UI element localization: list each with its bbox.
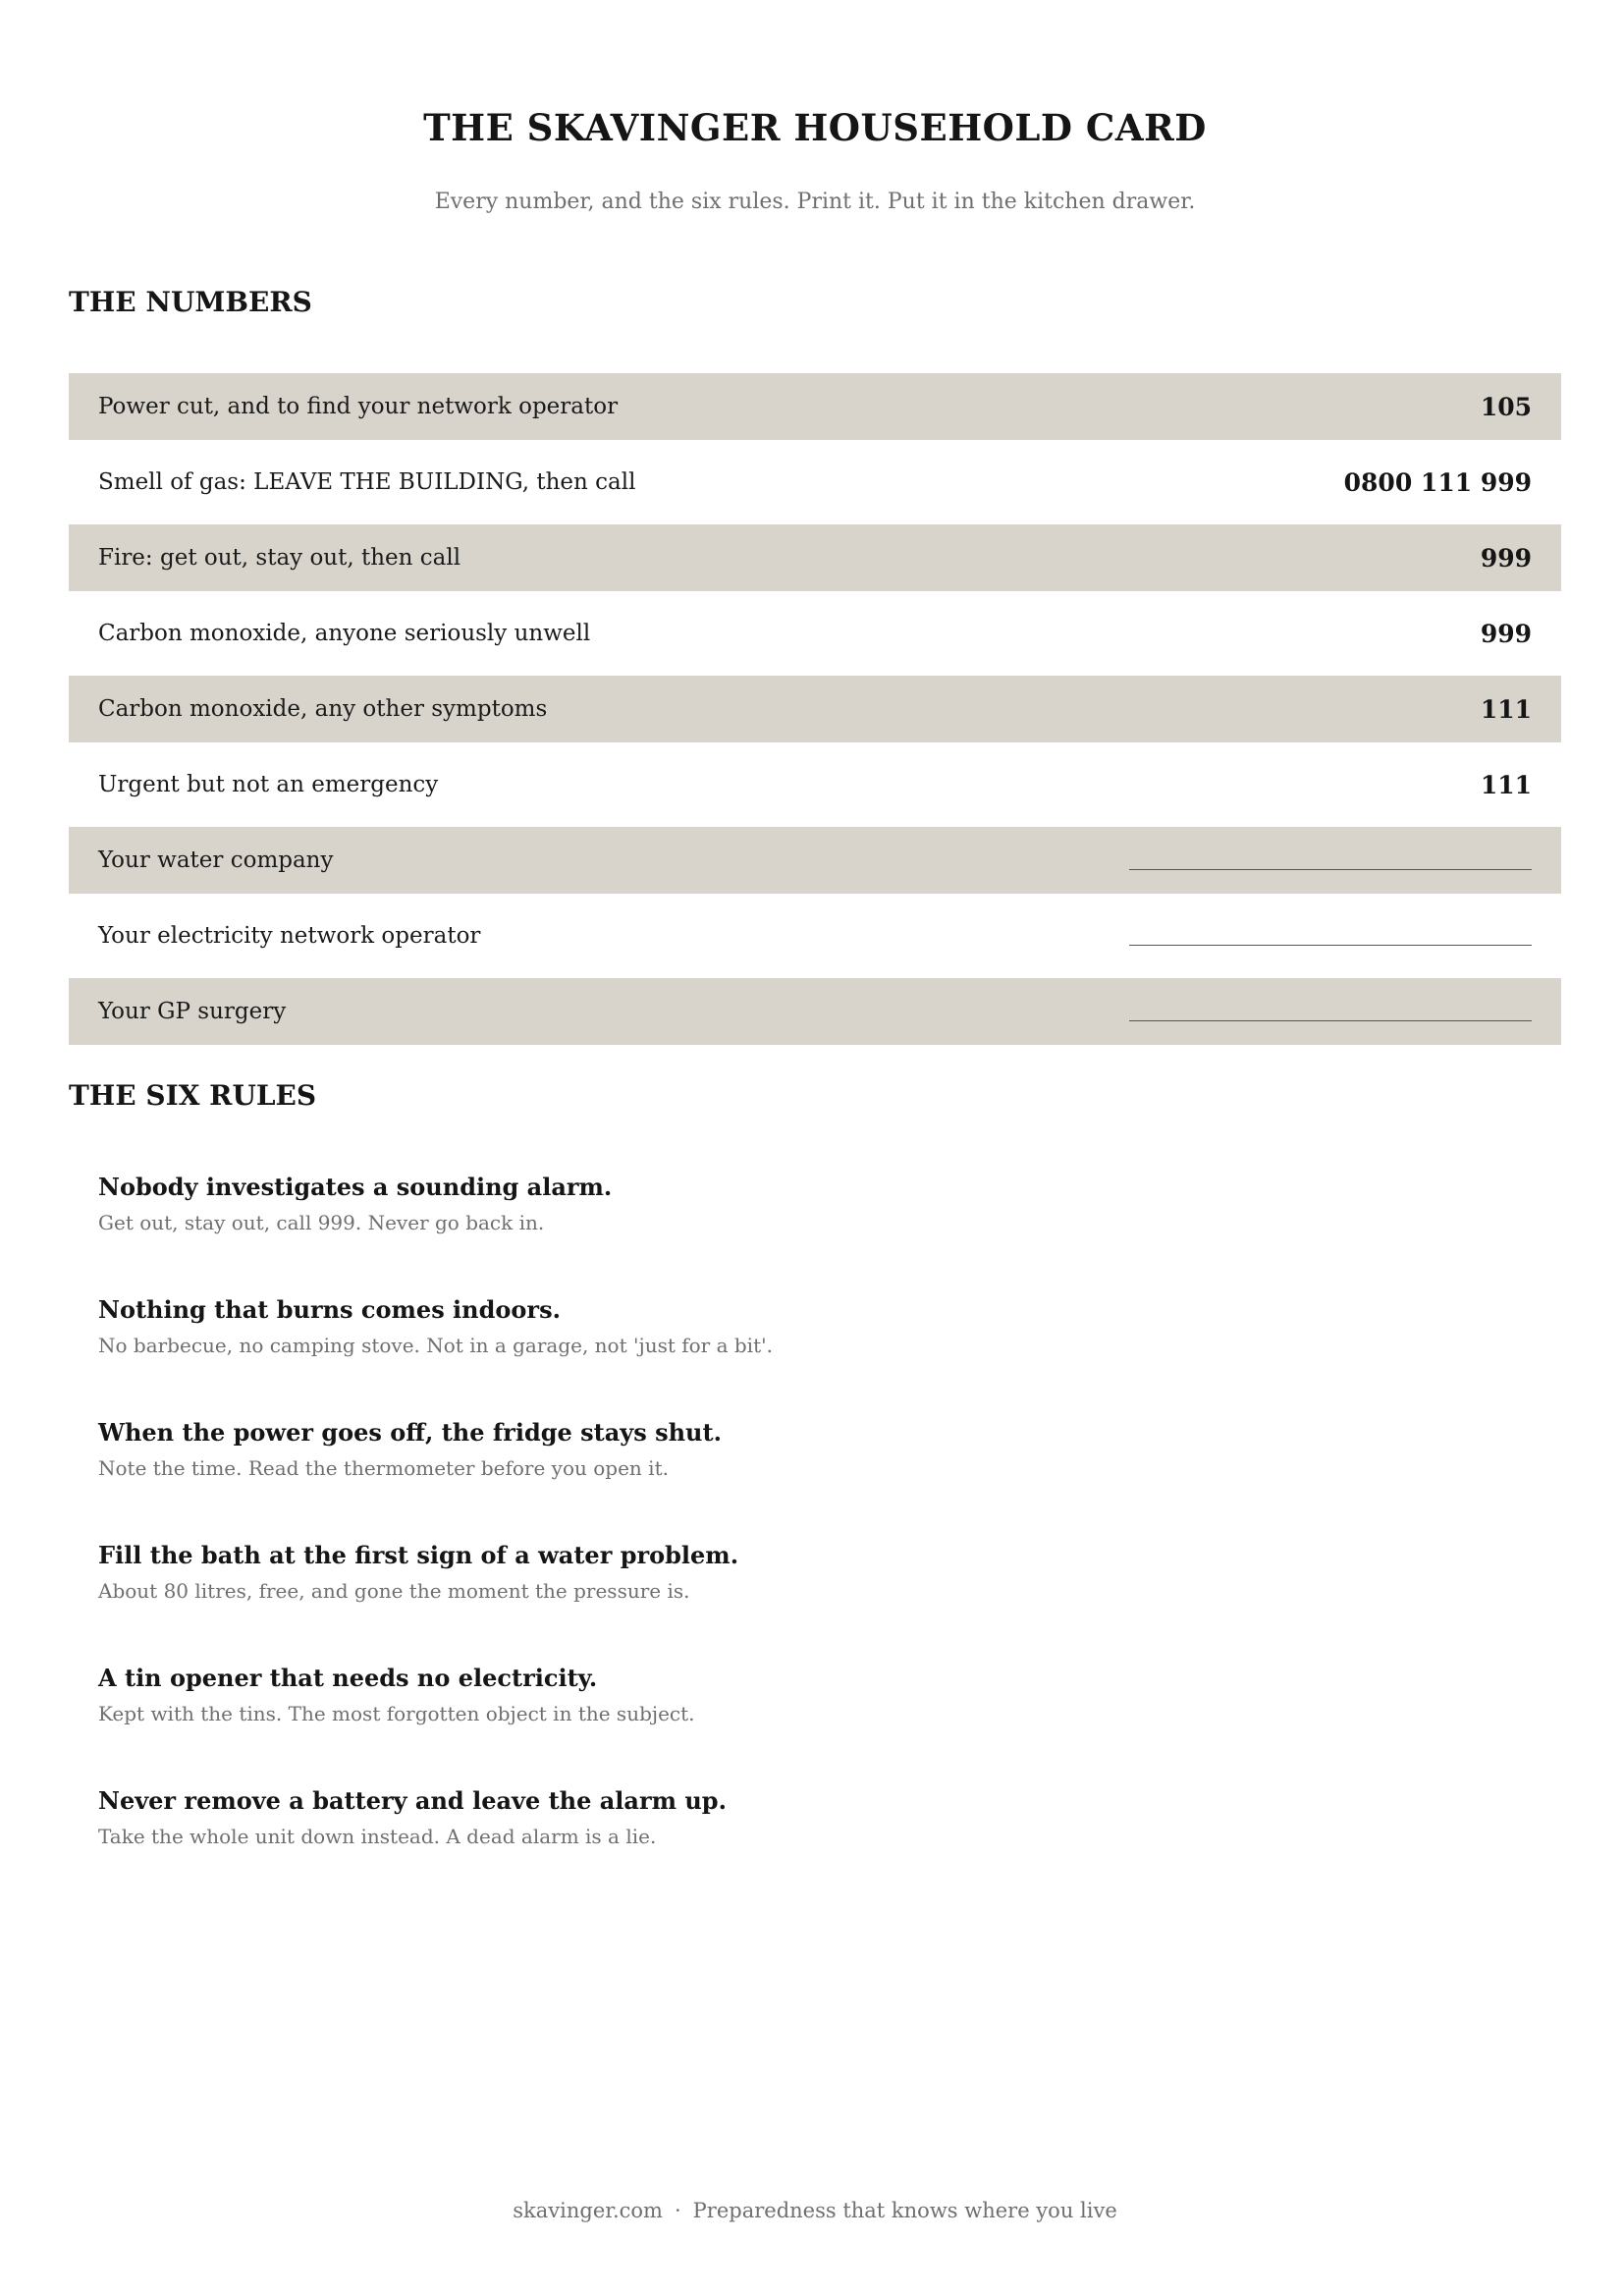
number-row: [69, 751, 1561, 818]
rule-item: [98, 1537, 1532, 1660]
rule-item: [98, 1291, 1532, 1414]
number-label: Your GP surgery: [98, 999, 287, 1024]
footer-separator: ·: [674, 2199, 681, 2222]
rule-title: Nothing that burns comes indoors.: [98, 1295, 561, 1324]
rule-title: When the power goes off, the fridge stays shut.: [98, 1418, 722, 1447]
numbers-heading: THE NUMBERS: [69, 286, 312, 318]
number-label: Urgent but not an emergency: [98, 772, 439, 797]
number-label: Your electricity network operator: [98, 923, 481, 949]
write-in-line: [1129, 869, 1532, 870]
numbers-table: [69, 373, 1561, 1054]
number-row: [69, 827, 1561, 894]
rule-text: Note the time. Read the thermometer before you open it.: [98, 1456, 669, 1480]
rule-item: [98, 1782, 1532, 1905]
number-label: Your water company: [98, 847, 334, 873]
number-row: [69, 373, 1561, 440]
number-label: Fire: get out, stay out, then call: [98, 545, 461, 571]
number-row: [69, 902, 1561, 969]
number-row: [69, 449, 1561, 516]
rule-title: A tin opener that needs no electricity.: [98, 1664, 598, 1692]
rule-text: Take the whole unit down instead. A dead alarm is a lie.: [98, 1825, 657, 1848]
number-row: [69, 524, 1561, 591]
number-row: [69, 600, 1561, 667]
rule-item: [98, 1414, 1532, 1537]
rule-text: Kept with the tins. The most forgotten object in the subject.: [98, 1702, 695, 1725]
number-value: 105: [1480, 392, 1532, 421]
rule-item: [98, 1660, 1532, 1782]
rule-title: Fill the bath at the first sign of a water problem.: [98, 1541, 739, 1569]
write-in-line: [1129, 1020, 1532, 1021]
number-value: 999: [1480, 543, 1532, 573]
number-row: [69, 676, 1561, 742]
rule-text: No barbecue, no camping stove. Not in a garage, not 'just for a bit'.: [98, 1334, 773, 1357]
page-subtitle: Every number, and the six rules. Print it. Put it in the kitchen drawer.: [434, 190, 1196, 214]
rule-title: Nobody investigates a sounding alarm.: [98, 1173, 613, 1201]
rule-text: About 80 litres, free, and gone the moment the pressure is.: [98, 1579, 690, 1603]
number-value: 999: [1480, 619, 1532, 648]
rule-item: [98, 1169, 1532, 1291]
number-label: Smell of gas: LEAVE THE BUILDING, then call: [98, 469, 636, 495]
footer-tagline: Preparedness that knows where you live: [692, 2199, 1117, 2222]
number-row: [69, 978, 1561, 1045]
page-title: THE SKAVINGER HOUSEHOLD CARD: [423, 106, 1207, 149]
number-label: Power cut, and to find your network operator: [98, 394, 619, 419]
footer-site-link[interactable]: skavinger.com: [513, 2199, 663, 2222]
number-value: 0800 111 999: [1343, 467, 1532, 497]
rules-heading: THE SIX RULES: [69, 1079, 317, 1112]
number-value: 111: [1480, 770, 1532, 799]
footer: [69, 2199, 1561, 2222]
number-value: 111: [1480, 694, 1532, 724]
rules-list: [98, 1169, 1532, 1905]
number-label: Carbon monoxide, anyone seriously unwell: [98, 621, 591, 646]
number-label: Carbon monoxide, any other symptoms: [98, 696, 548, 722]
rule-title: Never remove a battery and leave the alarm up.: [98, 1786, 727, 1815]
write-in-line: [1129, 945, 1532, 946]
rule-text: Get out, stay out, call 999. Never go back in.: [98, 1211, 545, 1234]
